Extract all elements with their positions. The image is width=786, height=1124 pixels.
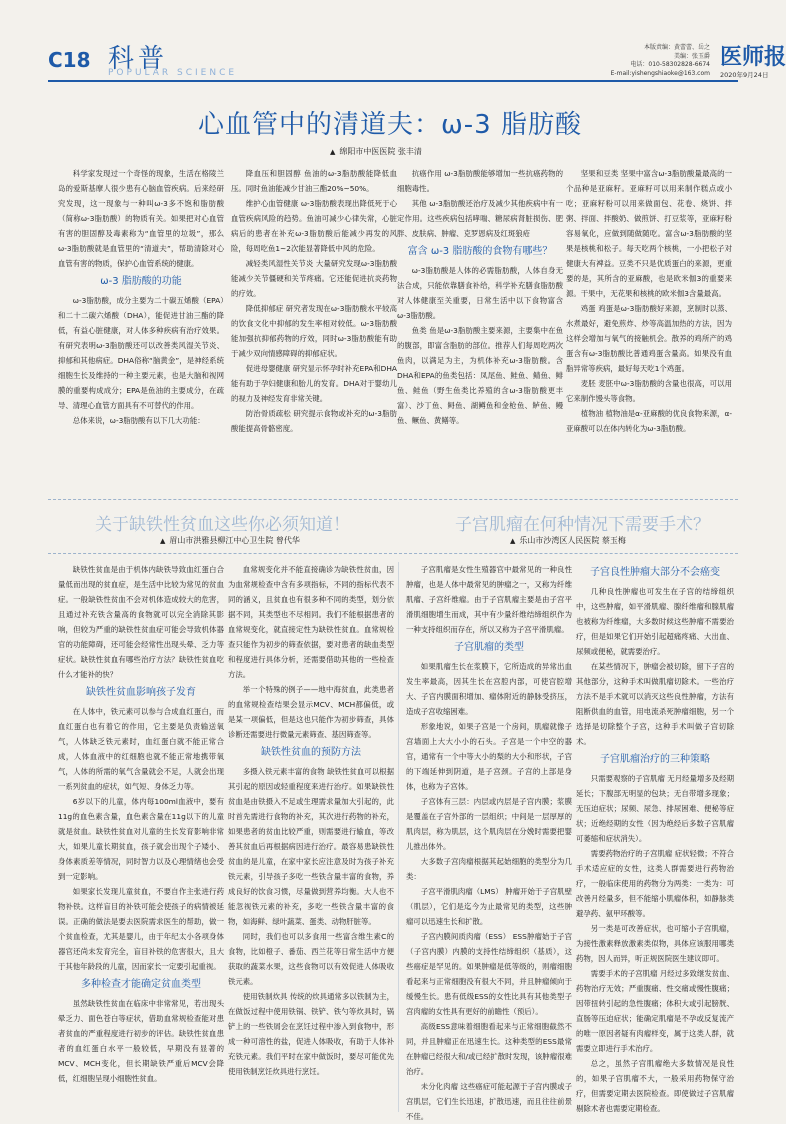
editor-line: E-mail:yishengshiaoke@163.com	[610, 69, 710, 77]
article1-column-2	[231, 166, 397, 496]
article2-column-2	[228, 562, 394, 1114]
paragraph: 需要手术的子宫肌瘤 月经过多致继发贫血、药物治疗无效；严重腹痛、性交痛或慢性腹痛；因带扭转引起的急性腹痛；体积大或引起膀胱、直肠等压迫症状；能确定肌瘤是不孕或反复流产的唯一原因者疑有肉瘤样变，属于这类人群，就需要立即进行手术治疗。	[576, 969, 734, 1053]
paragraph: 鸡蛋 鸡蛋是ω-3脂肪酸好来源，烹制时以蒸、水煮最好，避免煎炸、炒等高温加热的方法，因为这样会增加与氧气的接触机会。散养的鸡所产的鸡蛋含有ω-3脂肪酸比普通鸡蛋含量高。如果没有血脂异常等疾病，最好每天吃1个鸡蛋。	[566, 304, 732, 373]
paragraph: 降血压和胆固醇 鱼油的ω-3脂肪酸能降低血压。同时鱼油能减少甘油三酯20%~50%。	[231, 169, 397, 193]
paragraph: 鱼类 鱼是ω-3脂肪酸主要来源，主要集中在鱼的腹部，即富含脂肪的部位。推荐人们每周吃两次鱼肉，以满足为主，为机体补充ω-3脂肪酸。含DHA和EPA的鱼类包括：凤尾鱼、鲑鱼、鲭鱼、鲱鱼、鲑鱼（野生鱼类比养殖的含ω-3脂肪酸更丰富）、沙丁鱼、鲟鱼、湖鳟鱼和金枪鱼、鲈鱼、鳗鱼、鳜鱼、黄鳝等。	[397, 326, 563, 425]
paragraph: 促进母婴健康 研究显示怀孕时补充EPA和DHA能有助于孕妇健康和胎儿的发育。DHA对于婴幼儿的视力及神经发育非常关键。	[231, 364, 397, 403]
subheading: 富含 ω-3 脂肪酸的食物有哪些？	[407, 246, 553, 257]
section-divider	[48, 553, 738, 554]
editor-info	[590, 44, 710, 78]
subheading: 缺铁性贫血影响孩子发育	[86, 687, 196, 698]
paragraph: 植物油 植物油是α-亚麻酸的优良食物来源，α-亚麻酸可以在体内转化为ω-3脂肪酸。	[566, 409, 732, 433]
paragraph: ω-3脂肪酸是人体的必需脂肪酸，人体自身无法合成，只能依靠膳食补给，科学补充膳食脂肪酸对人体健康至关重要，日常生活中以下食物富含ω-3脂肪酸。	[397, 266, 563, 320]
paragraph: 血常规变化并不能直接确诊为缺铁性贫血，因为血常规检查中含有多项指标，不同的指标代表不同的涵义，且贫血也有很多种不同的类型，划分依据不同，其类型也不尽相同。我们不能根据患者的血常规变化，就直接定性为缺铁性贫血。血常规检查只能作为初步的筛查依据，要对患者的缺血类型和程度进行具体分析，还需要借助其他的一些检查方法。	[228, 565, 394, 679]
paragraph: 抗癌作用 ω-3脂肪酸能够增加一些抗癌药物的细胞毒性。	[397, 169, 563, 193]
subheading: 缺铁性贫血的预防方法	[261, 747, 361, 758]
paragraph: 在某些情况下，肿瘤会被切除，留下子宫的其他部分，这种手术叫做肌瘤切除术。一些治疗方法不是手术就可以消灭这些良性肿瘤，方法有阻断供血的血管，用电流杀死肿瘤细胞，另一个选择是切除整个子宫，这种手术叫做子宫切除术。	[576, 662, 734, 746]
subheading: 子宫肌瘤的类型	[454, 642, 524, 653]
subheading: 子宫良性肿瘤大部分不会癌变	[590, 567, 720, 578]
article3-column-2	[576, 562, 734, 1114]
paragraph: 坚果和豆类 坚果中富含ω-3脂肪酸量最高的一个品种是亚麻籽。亚麻籽可以用来制作糕点或小吃；亚麻籽粉可以用来做面包、花卷、烧饼、拌粥、拌面、拌酸奶、做煎饼、打豆浆等，亚麻籽粉容易氧化，应做到随做随吃。富含ω-3脂肪酸的坚果是核桃和松子。每天吃两个核桃，一小把松子对健康大有裨益。豆类不只是优质蛋白的来源，更重要的是，其所含的亚麻酸，也是欧米伽3的重要来源。干果中，无花果和核桃的欧米伽3含量最高。	[566, 169, 732, 298]
section-divider	[48, 499, 738, 500]
paragraph: 维护心血管健康 ω-3脂肪酸表现出降低死于心血管疾病风险的趋势。鱼油可减少心律失常，心脏病后的患者在补充ω-3脂肪酸后能减少再发的风险，每周吃鱼1~2次能显著降低中风的危险。	[231, 199, 397, 253]
article-title: 心血管中的清道夫：ω-3 脂肪酸	[198, 110, 582, 140]
article3-column-1	[406, 562, 572, 1121]
article-title: 子宫肌瘤在何种情况下需要手术？	[455, 515, 710, 535]
paragraph: 使用铁制炊具 传统的炊具通常多以铁制为主，在做饭过程中使用铁锅、铁铲、铁勺等炊具时，锅铲上的一些铁屑会在烹饪过程中渗入到食物中，形成一种可溶性的盐，促进人体吸收，有助于人体补充铁元素。我们平时在家中做饭时，要尽可能优先使用铁制烹饪炊具进行烹饪。	[228, 992, 394, 1076]
paragraph: 子宫平滑肌肉瘤（LMS） 肿瘤开始于子宫肌壁（肌层），它们是迄今为止最常见的类型，这些肿瘤可以迅速生长和扩散。	[406, 887, 572, 926]
article2-column-1	[58, 562, 224, 1114]
paragraph: 未分化肉瘤 这些癌症可能起源于子宫内膜或子宫肌层，它们生长迅速，扩散迅速，而且往往前景不佳。	[406, 1082, 572, 1121]
paragraph: 缺铁性贫血是由于机体内缺铁导致血红蛋白合量低而出现的贫血症，是生活中比较为常见的贫血症。一般缺铁性贫血不会对机体造成较大的危害，且通过补充铁含量高的食物就可以完全消除其影响，但较为严重的缺铁性贫血症可能会导致机体器官的功能障碍，还可能会经常性出现头晕、乏力等症状。缺铁性贫血有哪些治疗方法？缺铁性贫血吃什么才能补的快？	[58, 565, 224, 679]
section-title: 科普	[108, 44, 169, 74]
article-byline	[160, 535, 300, 546]
page-number: C18	[48, 48, 91, 72]
paragraph: 虽然缺铁性贫血在临床中非常常见，若出现头晕乏力、面色苍白等症状，借助血常规检查能对患者贫血的严重程度进行初步的评估。缺铁性贫血患者的血红蛋白水平一般较低，早期没有显著的MCV、MCH变化，但长期缺铁严重后MCV会降低，红细胞呈现小细胞性贫血。	[58, 999, 224, 1083]
paragraph: 同时，我们也可以多食用一些富含维生素C的食物，比如橙子、番茄、西兰花等日常生活中方便获取的蔬菜水果，这些食物可以有效促进人体吸收铁元素。	[228, 932, 394, 986]
paragraph: 只需要观察的子宫肌瘤 无月经量增多及经期延长；下腹部无明显的包块；无自带增多现象；无压迫症状；尿频、尿急、排尿困难、便秘等症状；近绝经期的女性（因为绝经后多数子宫肌瘤可萎缩和症状消失）。	[576, 774, 734, 843]
paragraph: 如果肌瘤生长在浆膜下，它所造成的异常出血发生率最高，因其生长在宫腔内部，可使宫腔增大、子宫内膜面积增加、瘤体附近的静脉受挤压，造成子宫收缩困难。	[406, 662, 572, 716]
paragraph: 如果家长发现儿童贫血，不要自作主张进行药物补铁。这样盲目的补铁可能会使孩子的病情被延误。正确的做法是要去医院需求医生的帮助，做一个贫血检查，尤其是婴儿，由于年纪太小各项身体器官还尚未发育完全，盲目补铁的危害很大，且大于其他年龄段的儿童，因而家长一定要引起重视。	[58, 887, 224, 971]
issue-date: 2020年9月24日	[720, 71, 769, 79]
subheading: 多种检查才能确定贫血类型	[81, 979, 201, 990]
newspaper-logo: 医师报	[720, 44, 786, 70]
paragraph: 防治骨质疏松 研究提示食物或补充的ω-3脂肪酸能提高骨骼密度。	[231, 409, 397, 433]
byline-text: 乐山市沙湾区人民医院 蔡玉梅	[519, 536, 626, 545]
editor-line: 本版责编：黄蕾蕾、岳之	[643, 44, 710, 51]
paragraph: 减轻类风湿性关节炎 大量研究发现ω-3脂肪酸能减少关节僵硬和关节疼痛。它还能促进抗炎药物的疗效。	[231, 259, 397, 298]
section-subtitle: POPULAR SCIENCE	[108, 68, 238, 78]
paragraph: 举一个特殊的例子——地中海贫血，此类患者的血常规检查结果会显示MCV、MCH都偏低，或是某一项偏低，但是这也只能作为初步筛查，具体诊断还需要进行微量元素筛查、基因筛查等。	[228, 685, 394, 739]
paragraph: 科学家发现过一个奇怪的现象，生活在格陵兰岛的爱斯基摩人很少患有心脑血管疾病。后来经研究发现，这一现象与一种叫ω-3多不饱和脂肪酸（简称ω-3脂肪酸）的物质有关。如果把对心血管有害的胆固醇及毒素称为“血管里的垃圾”，那么ω-3脂肪酸就是血管里的“清道夫”，帮助清除对心血管有害的物质，保护心血管系统的健康。	[58, 169, 224, 268]
paragraph: 总之，虽然子宫肌瘤绝大多数情况是良性的，如果子宫肌瘤不大，一般采用药物保守治疗，但需要定期去医院检查。即使做过子宫肌瘤剔除术者也需要定期检查。	[576, 1059, 734, 1113]
byline-text: 眉山市洪雅县柳江中心卫生院 曾代华	[169, 536, 300, 545]
column-divider	[398, 562, 399, 1112]
paragraph: 降低抑郁症 研究者发现在ω-3脂肪酸水平较高的饮食文化中抑郁的发生率相对较低。ω-3脂肪酸能加强抗抑郁药物的疗效，同时ω-3脂肪酸能有助于减少双向情感障碍的抑郁症状。	[231, 304, 397, 358]
paragraph: 另一类是可改善症状，也可缩小子宫肌瘤，为接性激素释放激素类似物，具体应该服用哪类药物，因人而异，听正规医院医生建议即可。	[576, 924, 734, 963]
article-byline	[510, 535, 626, 546]
article1-column-4	[566, 166, 732, 496]
triangle-icon: ▲	[330, 148, 336, 156]
paragraph: 子宫体有三层：内层或内层是子宫内膜；浆膜是覆盖在子宫外部的一层组织；中间是一层厚厚的肌肉层，称为肌层，这个肌肉层在分娩时需要把婴儿推出体外。	[406, 797, 572, 851]
editor-line: 电话：010-58302828-6674	[630, 61, 710, 68]
paragraph: 在人体中，铁元素可以参与合成血红蛋白，而血红蛋白也有着它的作用，它主要是负责输送氧气，人体缺乏铁元素时，血红蛋白就不能正常合成，人体血液中的红细胞也就不能正常地携带氧气，人体的所需的氧气含量就会不足，人就会出现一系列贫血的症状，如气短、身体乏力等。	[58, 707, 224, 791]
subheading: ω-3 脂肪酸的功能	[100, 276, 182, 287]
article1-column-3	[397, 166, 563, 496]
header-rule	[48, 80, 738, 82]
paragraph: 多摄入铁元素丰富的食物 缺铁性贫血可以根据其引起的原因或轻重程度来进行治疗。如果缺铁性贫血是由铁摄入不足或生理需求量加大引起的，此时首先需进行食物的补充，其次进行药物的补充，如果患者的贫血比较严重，则需要进行输血，等改善其贫血后再根据病因进行治疗。最容易患缺铁性贫血的是儿童，在家中家长应注意及时为孩子补充铁元素，引导孩子多吃一些铁含量丰富的食物，养成良好的饮食习惯，尽量做到营养均衡。大人也不能忽视铁元素的补充，多吃一些铁含量丰富的食物，如海鲜、绿叶蔬菜、蛋类、动物肝脏等。	[228, 767, 394, 926]
paragraph: 高级ESS意味着细胞看起来与正常细胞截然不同，并且肿瘤正在迅速生长。这种类型的ESS最常在肿瘤已经很大和/或已经扩散时发现，该肿瘤很难治疗。	[406, 1022, 572, 1076]
paragraph: 子宫内膜间质肉瘤（ESS） ESS肿瘤始于子宫（子宫内膜）内膜的支持性结缔组织（基质），这些癌症是罕见的。如果肿瘤是低等级的，则瘤细胞看起来与正常细胞没有很大不同，并且肿瘤倾向于缓慢生长。患有低级ESS的女性比具有其他类型子宫肉瘤的女性具有更好的前瞻性（预后）。	[406, 932, 572, 1016]
page-header	[48, 38, 786, 79]
paragraph: 子宫肌瘤是女性生殖器官中最常见的一种良性肿瘤，也是人体中最常见的肿瘤之一，又称为纤维肌瘤、子宫纤维瘤。由于子宫肌瘤主要是由子宫平滑肌细胞增生而成，其中有少量纤维结缔组织作为一种支持组织而存在，所以又称为子宫平滑肌瘤。	[406, 565, 572, 634]
paragraph: 大多数子宫肉瘤根据其起始细胞的类型分为几类：	[406, 857, 572, 881]
article-title: 关于缺铁性贫血这些你必须知道！	[95, 515, 350, 535]
byline-text: 绵阳市中医医院 张丰清	[339, 147, 422, 156]
paragraph: 其他 ω-3脂肪酸还治疗及减少其他疾病中有一定作用。这些疾病包括哮喘、糖尿病肾脏损伤、肥胖、皮肤病、肿瘤、克罗恩病及红斑狼疮	[397, 199, 563, 238]
paragraph: 麦胚 麦胚中ω-3脂肪酸的含量也很高，可以用它来制作馒头等食物。	[566, 379, 732, 403]
subheading: 子宫肌瘤治疗的三种策略	[600, 754, 710, 765]
paragraph: ω-3脂肪酸，成分主要为二十碳五烯酸（EPA）和二十二碳六烯酸（DHA），能促进甘油三酯的降低，有益心脏健康，对人体多种疾病有治疗效果。有研究表明ω-3脂肪酸还可以改善类风湿关节炎、抑郁和其他病症。DHA俗称“脑黄金”，是神经系统细胞生长及维持的一种主要元素，也是大脑和视网膜的重要构成成分；EPA是鱼油的主要成分，在疏导、清理心血管方面具有不可替代的作用。	[58, 296, 224, 410]
paragraph: 总体来说，ω-3脂肪酸有以下几大功能：	[72, 416, 205, 425]
editor-line: 美编：张玉爵	[673, 52, 710, 60]
article-byline	[330, 146, 422, 157]
triangle-icon: ▲	[160, 537, 166, 545]
paragraph: 需要药物治疗的子宫肌瘤 症状轻微；不符合手术适应症的女性，这类人群需要进行药物治疗，一般临床使用的药物分为两类：一类为：可改善月经量多，但不能缩小肌瘤体积，如静脉类避孕药、氨甲环酸等。	[576, 849, 734, 918]
paragraph: 几种良性肿瘤也可发生在子宫的结缔组织中，这些肿瘤，如平滑肌瘤、腺纤维瘤和腺肌瘤也被称为纤维瘤，大多数时候这些肿瘤不需要治疗，但是如果它们开始引起超痛疼痛、大出血、尿频或便秘，就需要治疗。	[576, 587, 734, 656]
article1-column-1	[58, 166, 224, 496]
paragraph: 形象地说，如果子宫是一个房间，肌瘤就像子宫墙面上大大小小的石头。子宫是一个中空的器官，通常有一个中等大小的梨的大小和形状，子宫的下端延伸到阴道，是子宫颈。子宫的上部是身体，也称为子宫体。	[406, 722, 572, 791]
triangle-icon: ▲	[510, 537, 516, 545]
paragraph: 6岁以下的儿童，体内每100ml血液中，要有11g的血色素含量，血色素含量在11g以下的儿童就是贫血。缺铁性贫血对儿童的生长发育影响非常大，如果儿童长期贫血，孩子就会出现个子矮小、身体素质差等情况，同时智力以及心理情绪也会受到一定影响。	[58, 797, 224, 881]
